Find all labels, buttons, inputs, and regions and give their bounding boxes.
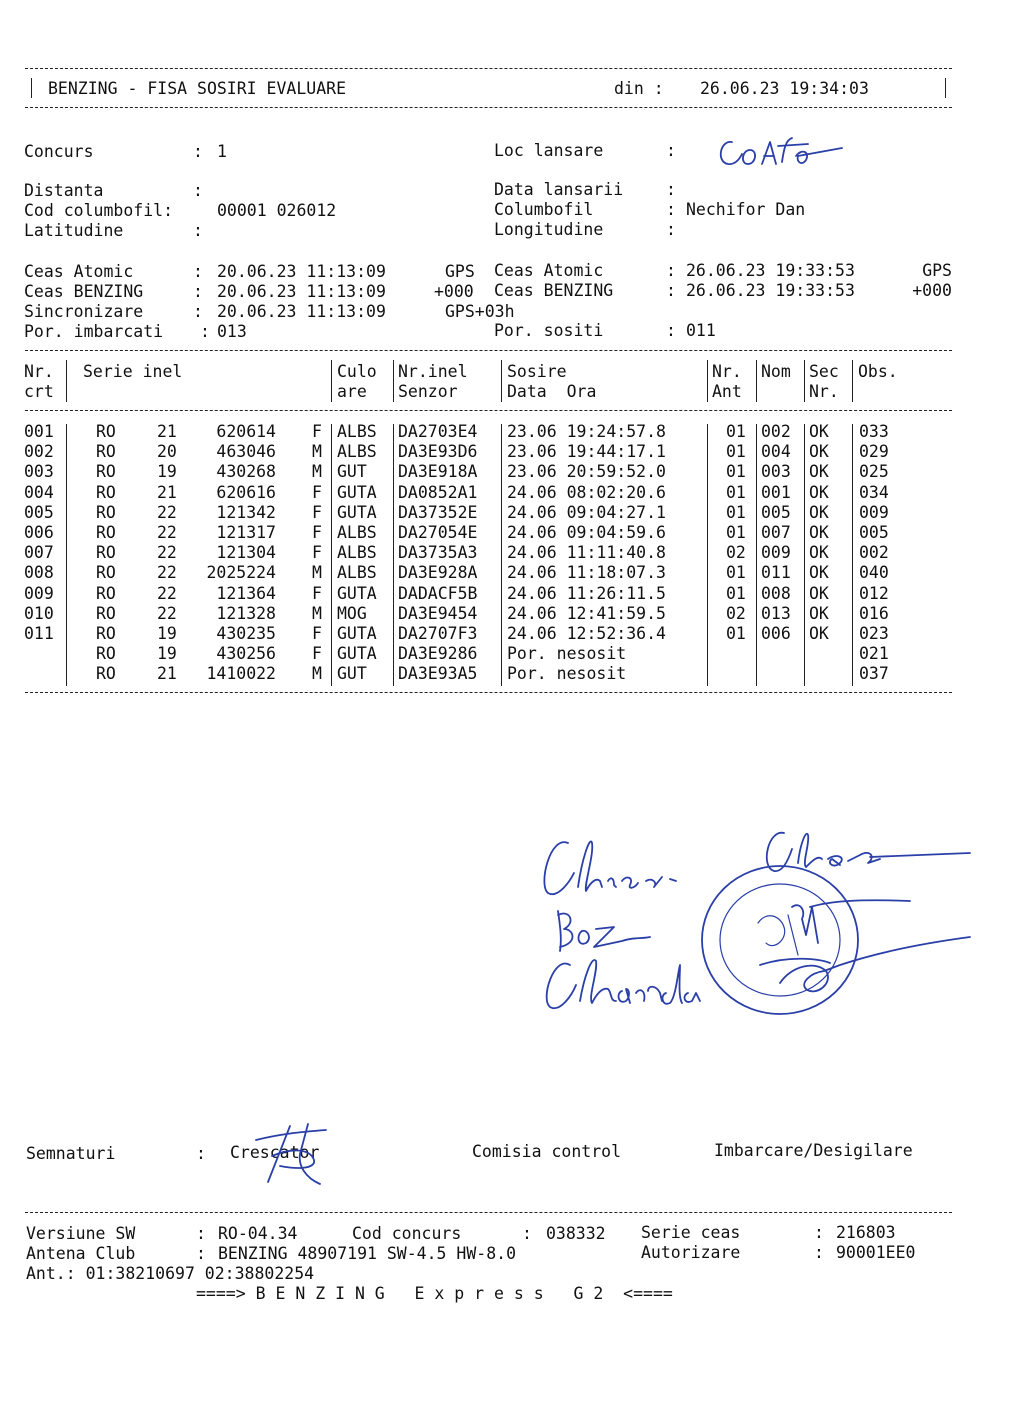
col-nr: Nr. (24, 362, 54, 381)
cod-columbofil-label: Cod columbofil: (24, 201, 174, 220)
table-row (0, 442, 1024, 462)
cell-an: 22 (157, 603, 177, 623)
cell-inel: 121342 (216, 502, 276, 522)
cell-senzor: DA3E928A (398, 563, 478, 583)
colon: : (196, 1224, 206, 1243)
clock-label: Ceas BENZING (24, 282, 144, 301)
colon: : (814, 1243, 824, 1262)
cell-nr: 003 (24, 462, 54, 482)
clock-value: 26.06.23 19:33:53 (686, 281, 855, 300)
cell-ant: 01 (726, 523, 746, 542)
cell-an: 22 (157, 523, 177, 542)
table-row (0, 422, 1024, 442)
latitudine-label: Latitudine (24, 221, 124, 240)
longitudine-label: Longitudine (494, 220, 604, 239)
column-rule (756, 360, 757, 402)
stamp-outer (702, 866, 858, 1014)
cell-sosire: 24.06 11:26:11.5 (507, 583, 666, 603)
cell-tara: RO (96, 422, 116, 441)
col-obs: Obs. (858, 362, 898, 381)
cell-culoare: GUTA (337, 583, 377, 603)
cell-nr: 010 (24, 603, 54, 623)
column-rule (66, 360, 67, 402)
cell-culoare: ALBS (337, 543, 377, 563)
cell-nom: 007 (761, 523, 791, 542)
cell-ant: 01 (726, 583, 746, 603)
table-row (0, 604, 1024, 624)
header-bottom-divider (25, 107, 952, 108)
cell-sosire: 24.06 11:11:40.8 (507, 543, 666, 563)
cell-senzor: DADACF5B (398, 583, 478, 603)
table-row (0, 664, 1024, 684)
cell-sec: OK (809, 624, 829, 643)
clock-label: Ceas Atomic (494, 261, 604, 280)
cell-ant: 02 (726, 603, 746, 623)
col-culoare-2: are (337, 382, 367, 401)
cell-senzor: DA2707F3 (398, 624, 478, 643)
cell-sosire: 24.06 12:52:36.4 (507, 624, 666, 643)
clock-suffix: GPS+03h (445, 302, 515, 321)
colon: : (666, 141, 676, 160)
concurs-value: 1 (217, 142, 227, 161)
colon: : (666, 281, 676, 300)
cell-culoare: GUT (337, 664, 367, 684)
cell-tara: RO (96, 543, 116, 563)
cod-concurs-label: Cod concurs (352, 1224, 462, 1243)
cell-sec: OK (809, 523, 829, 542)
distanta-label: Distanta (24, 181, 104, 200)
cell-culoare: GUTA (337, 482, 377, 502)
cell-inel: 121364 (216, 583, 276, 603)
cell-obs: 025 (859, 462, 889, 482)
colon: : (666, 220, 676, 239)
header-left-bar (31, 78, 32, 98)
express-line: ====> B E N Z I N G E x p r e s s G 2 <==== (196, 1284, 673, 1303)
clock-label: Por. sositi (494, 321, 604, 340)
col-sosire: Sosire (507, 362, 567, 381)
colon: : (196, 1144, 206, 1163)
colon: : (666, 321, 676, 340)
cell-sosire: 23.06 19:44:17.1 (507, 442, 666, 462)
cell-inel: 430256 (216, 644, 276, 664)
cell-sex: M (312, 442, 322, 462)
semnaturi-label: Semnaturi (26, 1144, 116, 1163)
versiune-label: Versiune SW (26, 1224, 136, 1243)
col-sec-nr: Nr. (809, 382, 839, 401)
clock-label: Ceas Atomic (24, 262, 134, 281)
cell-an: 19 (157, 462, 177, 482)
cell-nom: 002 (761, 422, 791, 441)
colon: : (200, 322, 210, 341)
cell-nr: 002 (24, 442, 54, 462)
cell-obs: 012 (859, 583, 889, 603)
column-rule (707, 424, 708, 686)
cell-nr: 008 (24, 563, 54, 583)
cod-concurs-value: 038332 (546, 1224, 606, 1243)
col-serie: Serie inel (83, 362, 183, 381)
commission-signatures (530, 815, 990, 1030)
cod-columbofil-value: 00001 026012 (217, 201, 337, 220)
cell-nom: 006 (761, 624, 791, 643)
cell-senzor: DA3E93A5 (398, 664, 478, 684)
cell-an: 22 (157, 502, 177, 522)
cell-nr: 011 (24, 624, 54, 643)
clock-label: Sincronizare (24, 302, 144, 321)
serie-ceas-label: Serie ceas (641, 1223, 741, 1242)
cell-nr: 005 (24, 502, 54, 522)
cell-nr: 001 (24, 422, 54, 441)
cell-tara: RO (96, 482, 116, 502)
cell-sex: M (312, 563, 322, 583)
cell-sec: OK (809, 482, 829, 502)
cell-sec: OK (809, 422, 829, 441)
antena-label: Antena Club (26, 1244, 136, 1263)
clock-value: 20.06.23 11:13:09 (217, 262, 386, 281)
cell-culoare: GUT (337, 462, 367, 482)
cell-culoare: MOG (337, 603, 367, 623)
cell-tara: RO (96, 523, 116, 542)
colon: : (193, 302, 203, 321)
cell-culoare: GUTA (337, 624, 377, 643)
cell-sec: OK (809, 563, 829, 583)
top-divider (25, 68, 952, 69)
cell-sex: F (312, 502, 322, 522)
column-rule (66, 424, 67, 686)
clock-value: 20.06.23 11:13:09 (217, 282, 386, 301)
cell-tara: RO (96, 644, 116, 664)
column-rule (852, 424, 853, 686)
cell-culoare: GUTA (337, 502, 377, 522)
colon: : (666, 180, 676, 199)
cell-obs: 034 (859, 482, 889, 502)
cell-senzor: DA37352E (398, 502, 478, 522)
cell-sex: F (312, 543, 322, 563)
clock-label: Por. imbarcati (24, 322, 164, 341)
col-data-ora: Data Ora (507, 382, 597, 401)
cell-nom: 001 (761, 482, 791, 502)
cell-sex: M (312, 462, 322, 482)
table-row (0, 462, 1024, 482)
cell-an: 19 (157, 624, 177, 643)
cell-senzor: DA3E9286 (398, 644, 478, 664)
ant-line: Ant.: 01:38210697 02:38802254 (26, 1264, 315, 1283)
cell-sec: OK (809, 583, 829, 603)
cell-an: 22 (157, 543, 177, 563)
col-nom: Nom (761, 362, 791, 381)
clock-suffix: +000 (434, 282, 474, 301)
cell-an: 21 (157, 482, 177, 502)
cell-an: 22 (157, 563, 177, 583)
cell-an: 19 (157, 644, 177, 664)
cell-sec: OK (809, 502, 829, 522)
cell-culoare: ALBS (337, 442, 377, 462)
cell-ant: 01 (726, 462, 746, 482)
table-bottom-divider (25, 692, 952, 693)
colon: : (193, 282, 203, 301)
cell-nr: 004 (24, 482, 54, 502)
cell-ant: 01 (726, 624, 746, 643)
cell-senzor: DA2703E4 (398, 422, 478, 441)
header-divider (25, 410, 952, 411)
cell-sosire: 23.06 20:59:52.0 (507, 462, 666, 482)
cell-inel: 430235 (216, 624, 276, 643)
cell-tara: RO (96, 462, 116, 482)
antena-value: BENZING 48907191 SW-4.5 HW-8.0 (218, 1244, 517, 1263)
cell-inel: 463046 (216, 442, 276, 462)
columbofil-value: Nechifor Dan (686, 200, 806, 219)
cell-tara: RO (96, 664, 116, 684)
cell-inel: 430268 (216, 462, 276, 482)
cell-culoare: ALBS (337, 422, 377, 441)
cell-senzor: DA3E93D6 (398, 442, 478, 462)
crescator-label: Crescator (230, 1143, 320, 1162)
data-lansarii-label: Data lansarii (494, 180, 624, 199)
versiune-value: RO-04.34 (218, 1224, 298, 1243)
table-row (0, 483, 1024, 503)
table-row (0, 543, 1024, 563)
cell-nom: 013 (761, 603, 791, 623)
cell-sosire: 24.06 09:04:59.6 (507, 523, 666, 542)
cell-sosire: 24.06 08:02:20.6 (507, 482, 666, 502)
crescator-signature (250, 1118, 340, 1190)
cell-senzor: DA3E9454 (398, 603, 478, 623)
table-row (0, 563, 1024, 583)
table-row (0, 624, 1024, 644)
cell-nom: 004 (761, 442, 791, 462)
cell-sex: F (312, 583, 322, 603)
cell-an: 20 (157, 442, 177, 462)
footer-divider (25, 1212, 952, 1213)
cell-obs: 037 (859, 664, 889, 684)
cell-inel: 1410022 (206, 664, 276, 684)
colon: : (522, 1224, 532, 1243)
din-label: din : (614, 79, 664, 98)
cell-nom: 009 (761, 543, 791, 563)
cell-senzor: DA0852A1 (398, 482, 478, 502)
cell-nr: 006 (24, 523, 54, 542)
cell-tara: RO (96, 563, 116, 583)
cell-ant: 01 (726, 502, 746, 522)
cell-sex: F (312, 624, 322, 643)
col-nr-ant: Nr. (712, 362, 742, 381)
column-rule (331, 424, 332, 686)
cell-obs: 009 (859, 502, 889, 522)
clock-value: 20.06.23 11:13:09 (217, 302, 386, 321)
cell-obs: 005 (859, 523, 889, 542)
cell-ant: 01 (726, 442, 746, 462)
cell-tara: RO (96, 624, 116, 643)
cell-ant: 02 (726, 543, 746, 563)
cell-sosire: Por. nesosit (507, 644, 627, 664)
cell-sosire: Por. nesosit (507, 664, 627, 684)
cell-obs: 016 (859, 603, 889, 623)
cell-sosire: 24.06 09:04:27.1 (507, 502, 666, 522)
col-culoare: Culo (337, 362, 377, 381)
loc-lansare-handwriting (712, 128, 852, 172)
column-rule (393, 424, 394, 686)
cell-obs: 040 (859, 563, 889, 583)
comisia-control: Comisia control (472, 1142, 622, 1161)
loc-lansare-label: Loc lansare (494, 141, 604, 160)
cell-obs: 021 (859, 644, 889, 664)
cell-inel: 121304 (216, 543, 276, 563)
cell-senzor: DA3735A3 (398, 543, 478, 563)
cell-tara: RO (96, 442, 116, 462)
cell-ant: 01 (726, 563, 746, 583)
cell-nr: 009 (24, 583, 54, 603)
cell-tara: RO (96, 583, 116, 603)
cell-nr: 007 (24, 543, 54, 563)
din-value: 26.06.23 19:34:03 (700, 79, 869, 98)
table-row (0, 644, 1024, 664)
col-sec: Sec (809, 362, 839, 381)
cell-obs: 023 (859, 624, 889, 643)
cell-sec: OK (809, 543, 829, 563)
cell-nom: 003 (761, 462, 791, 482)
col-nr-inel: Nr.inel (398, 362, 468, 381)
column-rule (707, 360, 708, 402)
cell-tara: RO (96, 603, 116, 623)
cell-sosire: 23.06 19:24:57.8 (507, 422, 666, 441)
table-row (0, 523, 1024, 543)
cell-nom: 011 (761, 563, 791, 583)
clock-suffix: GPS (445, 262, 475, 281)
cell-an: 21 (157, 422, 177, 441)
colon: : (814, 1223, 824, 1242)
table-top-divider (25, 350, 952, 351)
cell-sex: M (312, 664, 322, 684)
cell-sec: OK (809, 442, 829, 462)
cell-sex: F (312, 422, 322, 441)
cell-ant: 01 (726, 422, 746, 441)
cell-inel: 620616 (216, 482, 276, 502)
cell-an: 22 (157, 583, 177, 603)
col-crt: crt (24, 382, 54, 401)
clock-value: 013 (217, 322, 247, 341)
cell-culoare: ALBS (337, 523, 377, 542)
cell-inel: 121328 (216, 603, 276, 623)
clock-label: Ceas BENZING (494, 281, 614, 300)
column-rule (756, 424, 757, 686)
column-rule (804, 424, 805, 686)
cell-obs: 029 (859, 442, 889, 462)
cell-senzor: DA27054E (398, 523, 478, 542)
cell-sex: F (312, 482, 322, 502)
cell-nom: 005 (761, 502, 791, 522)
cell-sex: M (312, 603, 322, 623)
cell-sosire: 24.06 12:41:59.5 (507, 603, 666, 623)
colon: : (666, 200, 676, 219)
cell-culoare: ALBS (337, 563, 377, 583)
cell-sosire: 24.06 11:18:07.3 (507, 563, 666, 583)
concurs-label: Concurs (24, 142, 94, 161)
table-row (0, 503, 1024, 523)
cell-inel: 620614 (216, 422, 276, 441)
colon: : (193, 221, 203, 240)
cell-ant: 01 (726, 482, 746, 502)
colon: : (193, 142, 203, 161)
cell-obs: 033 (859, 422, 889, 441)
clock-value: 011 (686, 321, 716, 340)
column-rule (501, 360, 502, 402)
header-right-bar (945, 78, 946, 98)
serie-ceas-value: 216803 (836, 1223, 896, 1242)
col-senzor: Senzor (398, 382, 458, 401)
autorizare-value: 90001EE0 (836, 1243, 916, 1262)
colon: : (193, 181, 203, 200)
cell-senzor: DA3E918A (398, 462, 478, 482)
cell-sex: F (312, 644, 322, 664)
cell-tara: RO (96, 502, 116, 522)
table-row (0, 584, 1024, 604)
col-ant: Ant (712, 382, 742, 401)
cell-inel: 121317 (216, 523, 276, 542)
document-title: BENZING - FISA SOSIRI EVALUARE (48, 79, 347, 98)
cell-nom: 008 (761, 583, 791, 603)
cell-an: 21 (157, 664, 177, 684)
cell-obs: 002 (859, 543, 889, 563)
colon: : (193, 262, 203, 281)
colon: : (666, 261, 676, 280)
column-rule (393, 360, 394, 402)
imbarcare-desigilare: Imbarcare/Desigilare (714, 1141, 913, 1160)
cell-sec: OK (809, 603, 829, 623)
column-rule (501, 424, 502, 686)
cell-sex: F (312, 523, 322, 542)
columbofil-label: Columbofil (494, 200, 594, 219)
clock-suffix: +000 (912, 281, 952, 300)
cell-culoare: GUTA (337, 644, 377, 664)
cell-sec: OK (809, 462, 829, 482)
colon: : (196, 1244, 206, 1263)
clock-value: 26.06.23 19:33:53 (686, 261, 855, 280)
autorizare-label: Autorizare (641, 1243, 741, 1262)
clock-suffix: GPS (922, 261, 952, 280)
cell-inel: 2025224 (206, 563, 276, 583)
column-rule (331, 360, 332, 402)
column-rule (852, 360, 853, 402)
column-rule (804, 360, 805, 402)
